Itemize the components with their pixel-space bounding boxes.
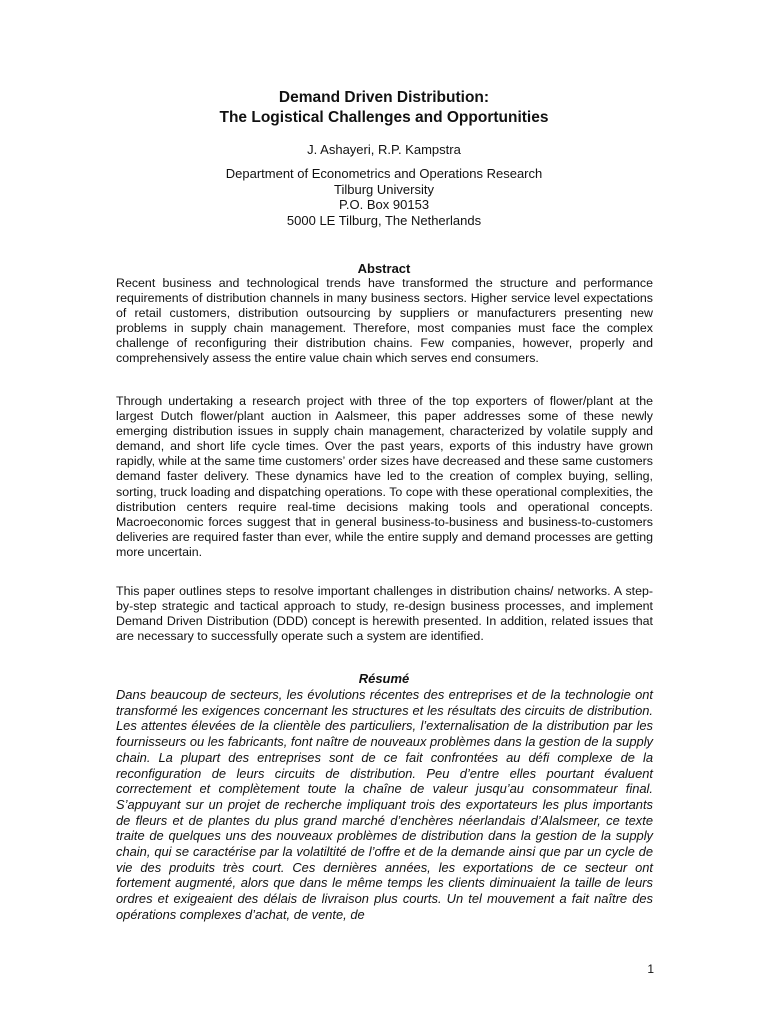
abstract-heading: Abstract: [357, 261, 411, 276]
abstract-paragraph-3: This paper outlines steps to resolve important challenges in distribution chains/ networks. A step-by-step strategic and tactical approach to study, re-design business processes, and implement Demand Driven Distribution (DDD) concept is herewith presented. In addition, related issues that are necessary to successfully operate such a system are identified.: [116, 584, 653, 644]
affiliation-address: 5000 LE Tilburg, The Netherlands: [286, 212, 482, 228]
affiliation-po-box: P.O. Box 90153: [338, 197, 430, 212]
affiliation-block: [0, 166, 768, 228]
paper-title-line-1: Demand Driven Distribution:: [278, 89, 490, 106]
page-number: 1: [647, 962, 654, 976]
resume-heading: Résumé: [358, 671, 410, 686]
abstract-paragraph-2: Through undertaking a research project with three of the top exporters of flower/plant at the largest Dutch flower/plant auction in Aalsmeer, this paper addresses some of these newly emerging distribution issues in supply chain management, characterized by volatile supply and demand, and short life cycle times. Over the past years, exports of this industry have grown rapidly, while at the same time customers’ order sizes have decreased and these same customers demand faster delivery. These dynamics have led to the creation of complex buying, selling, sorting, truck loading and dispatching operations. To cope with these operational complexities, the distribution centers require real-time decisions making tools and operational concepts. Macroeconomic forces suggest that in general business-to-business and business-to-customers deliveries are required faster than ever, while the entire supply and demand processes are getting more uncertain.: [116, 394, 653, 559]
affiliation-department: Department of Econometrics and Operations Research: [225, 166, 543, 181]
abstract-paragraph-1: Recent business and technological trends have transformed the structure and performance requirements of distribution channels in many business sectors. Higher service level expectations of retail customers, distribution outsourcing by suppliers or manufacturers presenting new problems in supply chain management. Therefore, most companies must face the complex challenge of reconfiguring their distribution chains. Few companies, however, properly and comprehensively assess the entire value chain which serves end consumers.: [116, 276, 653, 366]
affiliation-university: Tilburg University: [334, 181, 434, 197]
paper-title-line-2: The Logistical Challenges and Opportunities: [219, 109, 549, 126]
authors: J. Ashayeri, R.P. Kampstra: [307, 142, 461, 157]
resume-paragraph: Dans beaucoup de secteurs, les évolutions récentes des entreprises et de la technologie ont transformé les exigences concernant les structures et les résultats des circuits de distribution. Les attentes élevées de la clientèle des particuliers, l’externalisation de la distribution par les fournisseurs ou les fabricants, font naître de nouveaux problèmes dans la gestion de la supply chain. La plupart des entreprises sont de ce fait confrontées au défi complexe de la reconfiguration de leurs circuits de distribution. Peu d’entre elles pourtant évaluent correctement et complètement toute la chaîne de valeur jusqu’au consommateur final. S’appuyant sur un projet de recherche impliquant trois des exportateurs les plus importants de fleurs et de plantes du plus grand marché d’enchères néerlandais d’Alalsmeer, ce texte traite de quelques uns des nouveaux problèmes de distribution dans la gestion de la supply chain, qui se caractérise par la volatiltité de l’offre et de la demande ainsi que par un cycle de vie des produits très court. Ces dernières années, les exportations de ce secteur ont fortement augmenté, alors que dans le même temps les clients diminuaient la taille de leurs ordres et exigeaient des délais de livraison plus courts. Un tel mouvement a fait naître des opérations complexes d’achat, de vente, de: [116, 687, 653, 922]
